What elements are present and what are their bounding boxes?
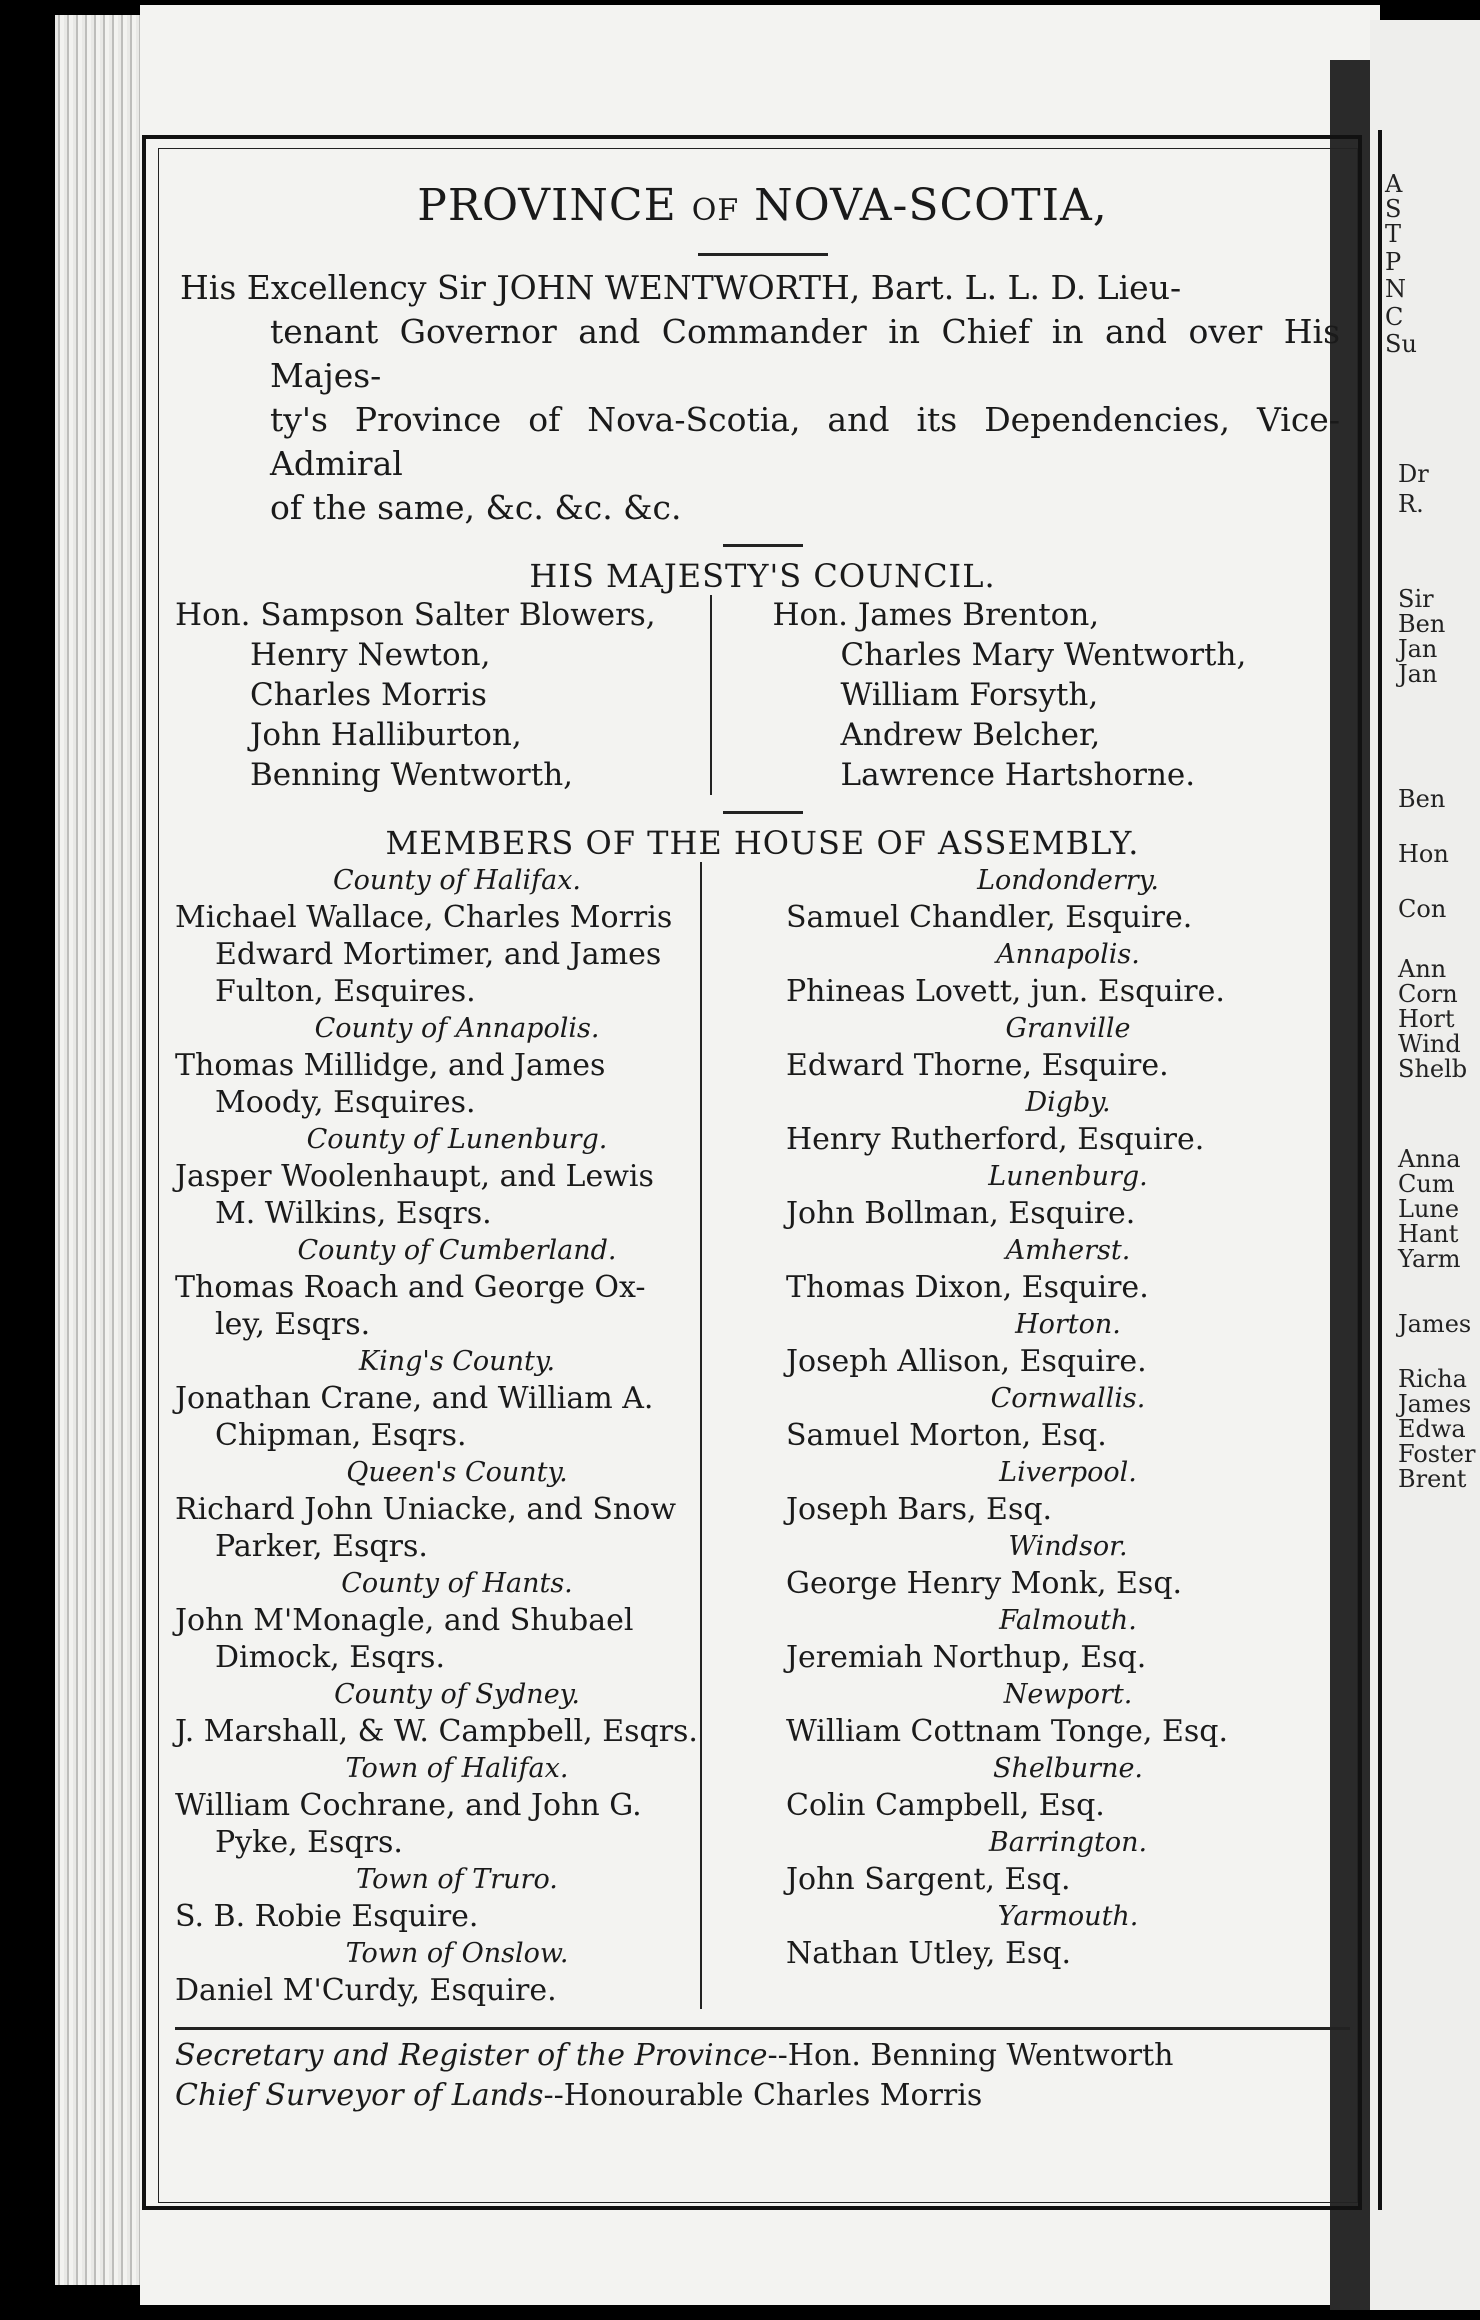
adjacent-fragment: Foster — [1398, 1440, 1476, 1468]
constituency-name: King's County. — [358, 1346, 556, 1377]
adjacent-fragment: Ben — [1398, 610, 1446, 638]
adjacent-fragment: Brent — [1398, 1465, 1467, 1493]
adjacent-fragment: Corn — [1398, 980, 1458, 1008]
title-province: PROVINCE — [417, 180, 677, 231]
column-divider — [710, 595, 712, 795]
adjacent-fragment: Dr — [1398, 460, 1429, 488]
constituency-name: Falmouth. — [999, 1605, 1137, 1636]
adjacent-fragment: Con — [1398, 895, 1447, 923]
member-name: Parker, Esqrs. — [215, 1529, 428, 1564]
adjacent-fragment: T — [1385, 220, 1402, 248]
governor-paragraph — [175, 266, 1350, 530]
adjacent-fragment: Hon — [1398, 840, 1449, 868]
constituency-name: Liverpool. — [999, 1457, 1137, 1488]
constituency-name: County of Cumberland. — [297, 1235, 617, 1266]
governor-line: of the same, &c. &c. &c. — [270, 488, 682, 527]
assembly-left-column — [175, 862, 764, 2009]
member-name: Pyke, Esqrs. — [215, 1825, 403, 1860]
member-name: Chipman, Esqrs. — [215, 1418, 467, 1453]
member-name: William Cochrane, and John G. — [175, 1788, 642, 1823]
council-left-column — [175, 595, 753, 795]
member-name: Michael Wallace, Charles Morris — [175, 900, 673, 935]
governor-line: His Excellency Sir JOHN WENTWORTH, Bart. L. L. D. Lieu- — [180, 268, 1182, 307]
member-name: Colin Campbell, Esq. — [786, 1788, 1105, 1823]
adjacent-fragment: C — [1385, 303, 1404, 331]
member-name: John M'Monagle, and Shubael — [175, 1603, 634, 1638]
surveyor-name: --Honourable Charles Morris — [543, 2078, 983, 2113]
member-name: Jonathan Crane, and William A. — [175, 1381, 654, 1416]
constituency-name: Amherst. — [1005, 1235, 1131, 1266]
member-name: John Bollman, Esquire. — [786, 1196, 1136, 1231]
surveyor-line — [175, 2076, 1350, 2116]
adjacent-fragment: Anna — [1398, 1145, 1461, 1173]
divider — [698, 253, 828, 256]
assembly-heading: MEMBERS OF THE HOUSE OF ASSEMBLY. — [385, 824, 1140, 862]
council-member: Charles Mary Wentworth, — [840, 637, 1247, 673]
member-name: Edward Thorne, Esquire. — [786, 1048, 1169, 1083]
secretary-label: Secretary and Register of the Province — [175, 2038, 768, 2073]
member-name: Jasper Woolenhaupt, and Lewis — [175, 1159, 654, 1194]
adjacent-fragment: P — [1385, 248, 1402, 276]
council-right-column — [753, 595, 1351, 795]
member-name: Henry Rutherford, Esquire. — [786, 1122, 1205, 1157]
council-member: Charles Morris — [250, 677, 487, 713]
member-name: Thomas Millidge, and James — [175, 1048, 606, 1083]
surveyor-label: Chief Surveyor of Lands — [175, 2078, 544, 2113]
constituency-name: Digby. — [1025, 1087, 1111, 1118]
adjacent-fragment: James — [1398, 1390, 1472, 1418]
adjacent-fragment: Ann — [1398, 955, 1447, 983]
constituency-name: County of Halifax. — [332, 865, 582, 896]
member-name: Joseph Bars, Esq. — [786, 1492, 1053, 1527]
directory-page — [175, 160, 1350, 2116]
column-divider — [700, 862, 702, 2009]
adjacent-fragment: R. — [1398, 490, 1424, 518]
member-name: Moody, Esquires. — [215, 1085, 476, 1120]
constituency-name: Yarmouth. — [997, 1901, 1139, 1932]
title-name: NOVA-SCOTIA, — [754, 180, 1108, 231]
council-member: Hon. James Brenton, — [772, 597, 1100, 633]
adjacent-fragment: Shelb — [1398, 1055, 1468, 1083]
constituency-name: Town of Halifax. — [345, 1753, 569, 1784]
council-member: John Halliburton, — [250, 717, 522, 753]
constituency-name: County of Lunenburg. — [306, 1124, 608, 1155]
constituency-name: Granville — [1005, 1013, 1131, 1044]
constituency-name: Cornwallis. — [990, 1383, 1146, 1414]
adjacent-page — [1370, 20, 1480, 2310]
constituency-name: Newport. — [1003, 1679, 1133, 1710]
title-of: OF — [691, 193, 740, 228]
adjacent-fragment: N — [1385, 275, 1406, 303]
adjacent-border — [1378, 130, 1382, 2210]
assembly-list — [175, 862, 1350, 2009]
constituency-name: Queen's County. — [346, 1457, 568, 1488]
constituency-name: Windsor. — [1008, 1531, 1128, 1562]
constituency-name: Horton. — [1015, 1309, 1121, 1340]
adjacent-fragment: Sir — [1398, 585, 1434, 613]
council-member: Hon. Sampson Salter Blowers, — [175, 597, 656, 633]
member-name: George Henry Monk, Esq. — [786, 1566, 1183, 1601]
constituency-name: Annapolis. — [996, 939, 1140, 970]
adjacent-fragment: Jan — [1398, 635, 1438, 663]
adjacent-fragment: Yarm — [1398, 1245, 1461, 1273]
council-member: Andrew Belcher, — [840, 717, 1101, 753]
constituency-name: Londonderry. — [977, 865, 1159, 896]
member-name: J. Marshall, & W. Campbell, Esqrs. — [175, 1714, 698, 1749]
member-name: William Cottnam Tonge, Esq. — [786, 1714, 1229, 1749]
adjacent-fragment: A — [1385, 170, 1403, 198]
member-name: Jeremiah Northup, Esq. — [786, 1640, 1147, 1675]
member-name: Samuel Chandler, Esquire. — [786, 900, 1193, 935]
constituency-name: Shelburne. — [992, 1753, 1144, 1784]
constituency-name: County of Annapolis. — [314, 1013, 600, 1044]
adjacent-fragment: Hant — [1398, 1220, 1459, 1248]
assembly-right-column — [764, 862, 1350, 2009]
divider — [723, 811, 803, 814]
adjacent-fragment: S — [1385, 195, 1402, 223]
constituency-name: County of Sydney. — [334, 1679, 580, 1710]
member-name: Thomas Dixon, Esquire. — [786, 1270, 1149, 1305]
member-name: S. B. Robie Esquire. — [175, 1899, 479, 1934]
member-name: Phineas Lovett, jun. Esquire. — [786, 974, 1225, 1009]
adjacent-fragment: Wind — [1398, 1030, 1461, 1058]
adjacent-fragment: Hort — [1398, 1005, 1455, 1033]
constituency-name: Town of Truro. — [356, 1864, 558, 1895]
member-name: Nathan Utley, Esq. — [786, 1936, 1072, 1971]
member-name: John Sargent, Esq. — [786, 1862, 1071, 1897]
adjacent-fragment: Ben — [1398, 785, 1446, 813]
adjacent-fragment: Richa — [1398, 1365, 1467, 1393]
adjacent-fragment: Edwa — [1398, 1415, 1466, 1443]
divider — [723, 544, 803, 547]
member-name: Fulton, Esquires. — [215, 974, 476, 1009]
adjacent-fragment: Cum — [1398, 1170, 1455, 1198]
governor-line: tenant Governor and Commander in Chief in and over His Majes- — [270, 312, 1340, 395]
council-list — [175, 595, 1350, 795]
secretary-name: --Hon. Benning Wentworth — [767, 2038, 1174, 2073]
secretary-line — [175, 2036, 1350, 2076]
member-name: ley, Esqrs. — [215, 1307, 371, 1342]
member-name: Daniel M'Curdy, Esquire. — [175, 1973, 557, 2008]
adjacent-fragment: James — [1398, 1310, 1472, 1338]
council-heading: HIS MAJESTY'S COUNCIL. — [529, 557, 996, 595]
member-name: Dimock, Esqrs. — [215, 1640, 445, 1675]
member-name: Samuel Morton, Esq. — [786, 1418, 1107, 1453]
member-name: M. Wilkins, Esqrs. — [215, 1196, 492, 1231]
adjacent-fragment: Su — [1385, 330, 1417, 358]
council-member: Lawrence Hartshorne. — [840, 757, 1196, 793]
governor-line: ty's Province of Nova-Scotia, and its Dependencies, Vice-Admiral — [270, 400, 1340, 483]
constituency-name: Town of Onslow. — [345, 1938, 569, 1969]
member-name: Joseph Allison, Esquire. — [786, 1344, 1147, 1379]
constituency-name: County of Hants. — [341, 1568, 573, 1599]
constituency-name: Lunenburg. — [988, 1161, 1148, 1192]
adjacent-fragment: Lune — [1398, 1195, 1460, 1223]
page-title — [175, 180, 1350, 231]
member-name: Richard John Uniacke, and Snow — [175, 1492, 676, 1527]
council-member: Benning Wentworth, — [250, 757, 574, 793]
constituency-name: Barrington. — [988, 1827, 1148, 1858]
council-member: Henry Newton, — [250, 637, 491, 673]
adjacent-fragment: Jan — [1398, 660, 1438, 688]
footer-rule — [175, 2027, 1350, 2030]
council-member: William Forsyth, — [840, 677, 1099, 713]
member-name: Thomas Roach and George Ox- — [175, 1270, 646, 1305]
member-name: Edward Mortimer, and James — [215, 937, 662, 972]
